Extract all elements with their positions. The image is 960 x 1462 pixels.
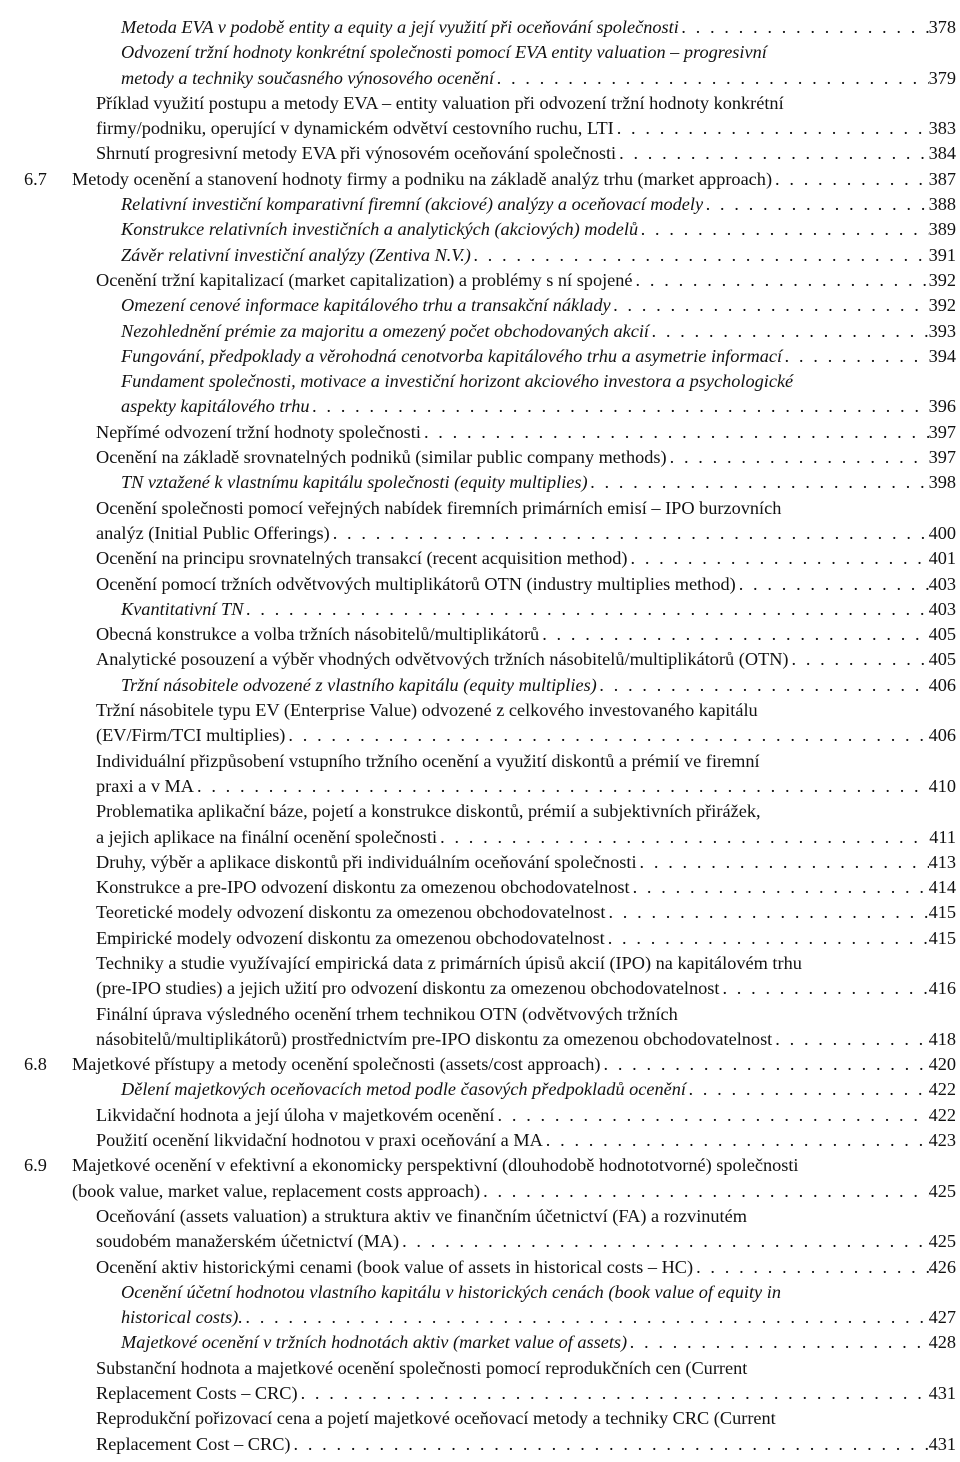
entry-title-line: firmy/podniku, operující v dynamickém odvětví cestovního ruchu, LTI bbox=[96, 118, 614, 139]
page-number: 401 bbox=[928, 548, 956, 569]
entry-title-line: TN vztažené k vlastnímu kapitálu společnosti (equity multiplies) bbox=[121, 472, 588, 493]
dot-leader bbox=[611, 293, 929, 318]
dot-leader bbox=[605, 900, 928, 925]
entry-title-line: Analytické posouzení a výběr vhodných odvětvových tržních násobitelů/multiplikátorů (OTN) bbox=[96, 649, 789, 670]
toc-entry bbox=[121, 217, 956, 242]
toc-entry bbox=[96, 141, 956, 166]
toc-entry bbox=[121, 369, 956, 420]
toc-entry bbox=[24, 1153, 956, 1204]
entry-title-line: Shrnutí progresivní metody EVA při výnosovém oceňování společnosti bbox=[96, 143, 617, 164]
dot-leader bbox=[686, 1077, 929, 1102]
section-number: 6.8 bbox=[24, 1054, 47, 1075]
page-number: 428 bbox=[928, 1332, 956, 1353]
section-number: 6.7 bbox=[24, 168, 47, 189]
page-number: 431 bbox=[928, 1383, 956, 1404]
page-number: 406 bbox=[928, 674, 956, 695]
toc-entry bbox=[121, 597, 956, 622]
dot-leader bbox=[693, 1255, 929, 1280]
page-number: 389 bbox=[928, 219, 956, 240]
toc-entry bbox=[96, 1255, 956, 1280]
page-number: 403 bbox=[928, 573, 956, 594]
dot-leader bbox=[597, 673, 929, 698]
page-number: 423 bbox=[928, 1130, 956, 1151]
entry-title-line: praxi a v MA bbox=[96, 775, 194, 796]
dot-leader bbox=[421, 420, 929, 445]
toc-entry bbox=[96, 900, 956, 925]
entry-title-line: Fundament společnosti, motivace a investiční horizont akciového investora a psychologické bbox=[121, 371, 794, 392]
toc-entry bbox=[96, 1356, 956, 1407]
page-number: 393 bbox=[928, 320, 956, 341]
toc-entry bbox=[121, 1330, 956, 1355]
toc-entry bbox=[96, 622, 956, 647]
entry-title-line: Použití ocenění likvidační hodnotou v praxi oceňování a MA bbox=[96, 1130, 543, 1151]
entry-title-line: Reprodukční pořizovací cena a pojetí majetkové oceňovací metody a techniky CRC (Current bbox=[96, 1408, 776, 1429]
entry-title-line: násobitelů/multiplikátorů) prostřednictvím pre-IPO diskontu za omezenou obchodovatelnost bbox=[96, 1028, 773, 1049]
page-number: 398 bbox=[928, 472, 956, 493]
table-of-contents bbox=[0, 15, 960, 1457]
toc-entry bbox=[96, 698, 956, 749]
dot-leader bbox=[471, 243, 929, 268]
entry-title-line: Likvidační hodnota a její úloha v majetkovém ocenění bbox=[96, 1104, 495, 1125]
page-number: 422 bbox=[928, 1079, 956, 1100]
dot-leader bbox=[616, 141, 928, 166]
entry-title-line: Omezení cenové informace kapitálového trhu a transakční náklady bbox=[121, 295, 611, 316]
dot-leader bbox=[703, 192, 928, 217]
entry-title-line: Tržní násobitele typu EV (Enterprise Value) odvozené z celkového investovaného kapitálu bbox=[96, 700, 758, 721]
page-number: 416 bbox=[928, 978, 956, 999]
entry-title-line: Fungování, předpoklady a věrohodná cenotvorba kapitálového trhu a asymetrie informací bbox=[121, 345, 783, 366]
dot-leader bbox=[605, 926, 929, 951]
entry-title-line: Obecná konstrukce a volba tržních násobitelů/multiplikátorů bbox=[96, 624, 540, 645]
entry-title-line: (EV/Firm/TCI multiplies) bbox=[96, 725, 286, 746]
dot-leader bbox=[630, 875, 929, 900]
page-number: 392 bbox=[928, 269, 956, 290]
toc-entry bbox=[96, 445, 956, 470]
entry-title-line: (pre-IPO studies) a jejich užití pro odvození diskontu za omezenou obchodovatelnost bbox=[96, 978, 720, 999]
page-number: 397 bbox=[928, 447, 956, 468]
page-number: 431 bbox=[928, 1433, 956, 1454]
page-number: 403 bbox=[928, 598, 956, 619]
dot-leader bbox=[437, 825, 929, 850]
entry-title-line: Dělení majetkových oceňovacích metod podle časových předpokladů ocenění bbox=[121, 1079, 686, 1100]
toc-entry bbox=[96, 1204, 956, 1255]
entry-title-line: analýz (Initial Public Offerings) bbox=[96, 522, 330, 543]
dot-leader bbox=[782, 344, 929, 369]
page-number: 415 bbox=[928, 927, 956, 948]
dot-leader bbox=[399, 1229, 929, 1254]
dot-leader bbox=[290, 1432, 928, 1457]
entry-title-line: Empirické modely odvození diskontu za omezenou obchodovatelnost bbox=[96, 927, 605, 948]
page-number: 411 bbox=[929, 826, 956, 847]
entry-title-line: (book value, market value, replacement costs approach) bbox=[72, 1180, 481, 1201]
dot-leader bbox=[298, 1381, 929, 1406]
entry-title-line: Ocenění pomocí tržních odvětvových multiplikátorů OTN (industry multiplies method) bbox=[96, 573, 736, 594]
page-number: 387 bbox=[928, 168, 956, 189]
dot-leader bbox=[601, 1052, 929, 1077]
toc-entry bbox=[96, 1103, 956, 1128]
page-number: 427 bbox=[928, 1307, 956, 1328]
toc-entry bbox=[121, 15, 956, 40]
toc-entry bbox=[121, 192, 956, 217]
dot-leader bbox=[614, 116, 929, 141]
entry-title-line: Metody ocenění a stanovení hodnoty firmy a podniku na základě analýz trhu (market approach) bbox=[72, 168, 773, 189]
toc-entry bbox=[121, 673, 956, 698]
entry-title-line: Finální úprava výsledného ocenění trhem technikou OTN (odvětvových tržních bbox=[96, 1003, 678, 1024]
dot-leader bbox=[539, 622, 928, 647]
dot-leader bbox=[637, 850, 929, 875]
page-number: 414 bbox=[928, 877, 956, 898]
toc-entry bbox=[96, 496, 956, 547]
dot-leader bbox=[638, 217, 928, 242]
entry-title-line: Metoda EVA v podobě entity a equity a její využití při oceňování společnosti bbox=[121, 17, 679, 37]
dot-leader bbox=[310, 394, 929, 419]
toc-entry bbox=[96, 268, 956, 293]
page-number: 405 bbox=[928, 649, 956, 670]
entry-title-line: metody a techniky současného výnosového ocenění bbox=[121, 67, 495, 88]
entry-title-line: soudobém manažerském účetnictví (MA) bbox=[96, 1231, 400, 1252]
entry-title-line: Majetkové přístupy a metody ocenění společnosti (assets/cost approach) bbox=[72, 1054, 601, 1075]
toc-entry bbox=[121, 470, 956, 495]
toc-entry bbox=[121, 1280, 956, 1331]
dot-leader bbox=[627, 1330, 928, 1355]
dot-leader bbox=[628, 546, 929, 571]
toc-entry bbox=[96, 1128, 956, 1153]
dot-leader bbox=[330, 521, 929, 546]
page-number: 391 bbox=[928, 244, 956, 265]
toc-entry bbox=[121, 293, 956, 318]
page-number: 413 bbox=[928, 851, 956, 872]
toc-entry bbox=[121, 319, 956, 344]
toc-entry bbox=[96, 1002, 956, 1053]
toc-entry bbox=[121, 1077, 956, 1102]
toc-entry bbox=[121, 40, 956, 91]
page-number: 383 bbox=[928, 118, 956, 139]
dot-leader bbox=[667, 445, 929, 470]
toc-entry bbox=[96, 546, 956, 571]
toc-entry bbox=[24, 1052, 956, 1077]
page-number: 405 bbox=[928, 624, 956, 645]
page-number: 425 bbox=[928, 1180, 956, 1201]
entry-title-line: Individuální přizpůsobení vstupního tržního ocenění a využití diskontů a prémií ve firemní bbox=[96, 750, 760, 771]
dot-leader bbox=[495, 1103, 929, 1128]
entry-title-line: Závěr relativní investiční analýzy (Zentiva N.V.) bbox=[121, 244, 471, 265]
page-number: 379 bbox=[928, 67, 956, 88]
dot-leader bbox=[194, 774, 929, 799]
dot-leader bbox=[679, 15, 929, 40]
page-number: 420 bbox=[928, 1054, 956, 1075]
dot-leader bbox=[243, 597, 928, 622]
page-number: 397 bbox=[928, 421, 956, 442]
toc-entry bbox=[121, 243, 956, 268]
toc-entry bbox=[96, 875, 956, 900]
entry-title-line: historical costs). bbox=[121, 1307, 243, 1328]
entry-title-line: Ocenění tržní kapitalizací (market capitalization) a problémy s ní spojené bbox=[96, 269, 633, 290]
dot-leader bbox=[285, 723, 928, 748]
dot-leader bbox=[649, 319, 929, 344]
toc-entry bbox=[24, 167, 956, 192]
page-number: 392 bbox=[928, 295, 956, 316]
entry-title-line: Relativní investiční komparativní firemní (akciové) analýzy a oceňovací modely bbox=[121, 194, 704, 215]
entry-title-line: Příklad využití postupu a metody EVA – entity valuation při odvození tržní hodnoty konkrétní bbox=[96, 92, 784, 113]
page-number: 384 bbox=[928, 143, 956, 164]
page-number: 410 bbox=[928, 775, 956, 796]
entry-title-line: Ocenění účetní hodnotou vlastního kapitálu v historických cenách (book value of equity in bbox=[121, 1281, 781, 1302]
toc-entry bbox=[96, 951, 956, 1002]
entry-title-line: Ocenění na principu srovnatelných transakcí (recent acquisition method) bbox=[96, 548, 628, 569]
entry-title-line: Ocenění společnosti pomocí veřejných nabídek firemních primárních emisí – IPO burzovních bbox=[96, 497, 782, 518]
entry-title-line: aspekty kapitálového trhu bbox=[121, 396, 310, 417]
entry-title-line: Konstrukce relativních investičních a analytických (akciových) modelů bbox=[121, 219, 639, 240]
toc-entry bbox=[96, 647, 956, 672]
toc-entry bbox=[96, 926, 956, 951]
dot-leader bbox=[788, 647, 928, 672]
dot-leader bbox=[543, 1128, 929, 1153]
entry-title-line: Replacement Cost – CRC) bbox=[96, 1433, 291, 1454]
dot-leader bbox=[772, 1027, 928, 1052]
page-number: 396 bbox=[928, 396, 956, 417]
entry-title-line: Druhy, výběr a aplikace diskontů při individuálním oceňování společnosti bbox=[96, 851, 637, 872]
toc-entry bbox=[96, 1406, 956, 1457]
page-number: 378 bbox=[928, 17, 956, 37]
entry-title-line: Konstrukce a pre-IPO odvození diskontu za omezenou obchodovatelnost bbox=[96, 877, 630, 898]
page-number: 418 bbox=[928, 1028, 956, 1049]
entry-title-line: Ocenění na základě srovnatelných podniků (similar public company methods) bbox=[96, 447, 667, 468]
entry-title-line: Ocenění aktiv historickými cenami (book value of assets in historical costs – HC) bbox=[96, 1256, 694, 1277]
page-number: 388 bbox=[928, 194, 956, 215]
entry-title-line: Tržní násobitele odvozené z vlastního kapitálu (equity multiplies) bbox=[121, 674, 597, 695]
page-number: 406 bbox=[928, 725, 956, 746]
entry-title-line: Teoretické modely odvození diskontu za omezenou obchodovatelnost bbox=[96, 902, 606, 923]
entry-title-line: Replacement Costs – CRC) bbox=[96, 1383, 298, 1404]
section-number: 6.9 bbox=[24, 1155, 47, 1176]
toc-entry bbox=[96, 850, 956, 875]
dot-leader bbox=[494, 66, 928, 91]
entry-title-line: Oceňování (assets valuation) a struktura aktiv ve finančním účetnictví (FA) a rozvinutém bbox=[96, 1205, 747, 1226]
dot-leader bbox=[633, 268, 929, 293]
toc-entry bbox=[121, 344, 956, 369]
page-number: 425 bbox=[928, 1231, 956, 1252]
entry-title-line: Nepřímé odvození tržní hodnoty společnosti bbox=[96, 421, 421, 442]
page-number: 394 bbox=[928, 345, 956, 366]
dot-leader bbox=[772, 167, 929, 192]
dot-leader bbox=[719, 976, 928, 1001]
entry-title-line: Nezohlednění prémie za majoritu a omezený počet obchodovaných akcií bbox=[121, 320, 649, 341]
toc-entry bbox=[96, 572, 956, 597]
entry-title-line: Techniky a studie využívající empirická data z primárních úpisů akcií (IPO) na kapitálovém trhu bbox=[96, 952, 802, 973]
page-number: 400 bbox=[928, 522, 956, 543]
entry-title-line: a jejich aplikace na finální ocenění společnosti bbox=[96, 826, 438, 847]
dot-leader bbox=[588, 470, 929, 495]
page-number: 422 bbox=[928, 1104, 956, 1125]
dot-leader bbox=[480, 1179, 928, 1204]
dot-leader bbox=[243, 1305, 929, 1330]
entry-title-line: Odvození tržní hodnoty konkrétní společnosti pomocí EVA entity valuation – progresivní bbox=[121, 42, 767, 63]
dot-leader bbox=[736, 572, 929, 597]
entry-title-line: Majetkové ocenění v tržních hodnotách aktiv (market value of assets) bbox=[121, 1332, 628, 1353]
entry-title-line: Kvantitativní TN bbox=[121, 598, 244, 619]
entry-title-line: Majetkové ocenění v efektivní a ekonomicky perspektivní (dlouhodobě hodnototvorné) společnosti bbox=[72, 1155, 799, 1176]
toc-entry bbox=[96, 91, 956, 142]
toc-entry bbox=[96, 799, 956, 850]
entry-title-line: Problematika aplikační báze, pojetí a konstrukce diskontů, prémií a subjektivních přirážek, bbox=[96, 801, 761, 822]
entry-title-line: Substanční hodnota a majetkové ocenění společnosti pomocí reprodukčních cen (Current bbox=[96, 1357, 748, 1378]
page-number: 415 bbox=[928, 902, 956, 923]
page-number: 426 bbox=[928, 1256, 956, 1277]
toc-entry bbox=[96, 420, 956, 445]
toc-entry bbox=[96, 749, 956, 800]
